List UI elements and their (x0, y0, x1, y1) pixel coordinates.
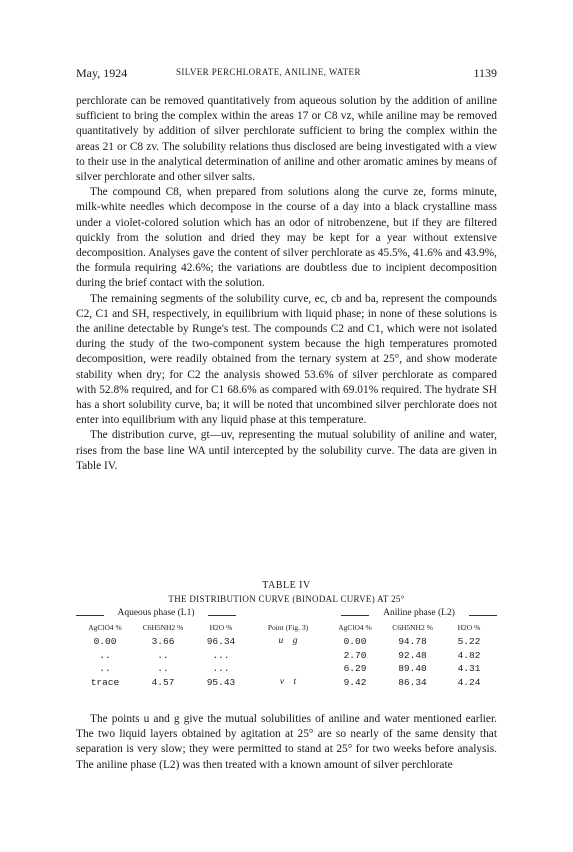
distribution-table (76, 624, 497, 689)
table-row: 0.00 3.66 96.34 u g 0.00 94.78 5.22 (93, 636, 481, 647)
phase-headers (76, 608, 497, 622)
page-number: 1139 (473, 66, 497, 80)
col-aniline-aq: C6H5NH2 % (142, 623, 184, 632)
table-caption: THE DISTRIBUTION CURVE (BINODAL CURVE) AT 25° (168, 594, 405, 604)
aniline-phase-label: Aniline phase (L2) (383, 608, 455, 618)
col-point: Point (Fig. 3) (267, 623, 309, 632)
paragraph-5: The points u and g give the mutual solubilities of aniline and water mentioned earlier. The two liquid layers obtained by agitation at 25° are so nearly of the same density that separation is very slow; they were permitted to stand at 25° for two weeks before analysis. The aniline phase (L2) was then treated with a known amount of silver perchlorate (76, 713, 497, 771)
table-row: trace 4.57 95.43 v t 9.42 86.34 4.24 (90, 676, 481, 688)
table-title: TABLE IV (262, 580, 311, 591)
col-water-aq: H2O % (209, 623, 233, 632)
running-title: SILVER PERCHLORATE, ANILINE, WATER (176, 67, 361, 77)
text-after-table (76, 712, 497, 773)
paragraph-2: The compound C8, when prepared from solutions along the curve ze, forms minute, milk-white needles which decompose in the course of a day into a black crystalline mass under a violet-colored solution which has an odor of nitrobenzene, but if they are filtered quickly from the solution and dried they may be kept for a year without extensive decomposition. Analyses gave the content of silver perchlorate as 45.5%, 41.6% and 43.9%, the formula requiring 42.6%; the variations are doubtless due to incipient decomposition during the brief contact with the solution. (76, 186, 497, 290)
table-row: .. .. ... 2.70 92.48 4.82 (99, 649, 481, 661)
aqueous-phase-label: Aqueous phase (L1) (117, 608, 195, 618)
body-text (76, 94, 497, 474)
paragraph-4: The distribution curve, gt—uv, representing the mutual solubility of aniline and water, rises from the base line WA until intercepted by the solubility curve. The data are given in Table IV. (76, 429, 497, 472)
table-row: .. .. ... 6.29 89.40 4.31 (99, 663, 481, 674)
table-iv (76, 580, 497, 689)
col-agclo4-an: AgClO4 % (338, 623, 372, 632)
paragraph-1: perchlorate can be removed quantitatively from aqueous solution by the addition of aniline sufficient to bring the complex within the areas 17 or C8 vz, while aniline may be removed quantitatively by addition of silver perchlorate sufficient to bring the complex within the areas 21 or C8 zv. The solubility relations thus disclosed are being investigated with a view to their use in the analytical determination of aniline and other aromatic amines by means of silver perchlorate and other silver salts. (76, 95, 497, 184)
col-water-an: H2O % (457, 623, 481, 632)
running-header (76, 66, 497, 84)
col-aniline-an: C6H5NH2 % (392, 623, 433, 632)
table-header-row (76, 624, 497, 635)
paragraph-3: The remaining segments of the solubility curve, ec, cb and ba, represent the compounds C2, C1 and SH, respectively, in equilibrium with liquid phase; in none of these solutions is the aniline detectable by Runge's test. The compounds C2 and C1, which were not isolated during the study of the two-component system because the high temperatures promoted decomposition, were readily obtained from the ternary system at 25°, and show moderate stability when dry; for C2 the analysis showed 53.6% of silver perchlorate as compared with 52.8% required, and for C1 68.6% as compared with 69.01% required. The hydrate SH has a short solubility curve, ba; it will be noted that uncombined silver perchlorate does not enter into equilibrium with any liquid phase at this temperature. (76, 292, 497, 427)
issue-date: May, 1924 (76, 66, 128, 80)
col-agclo4-aq: AgClO4 % (88, 623, 122, 632)
